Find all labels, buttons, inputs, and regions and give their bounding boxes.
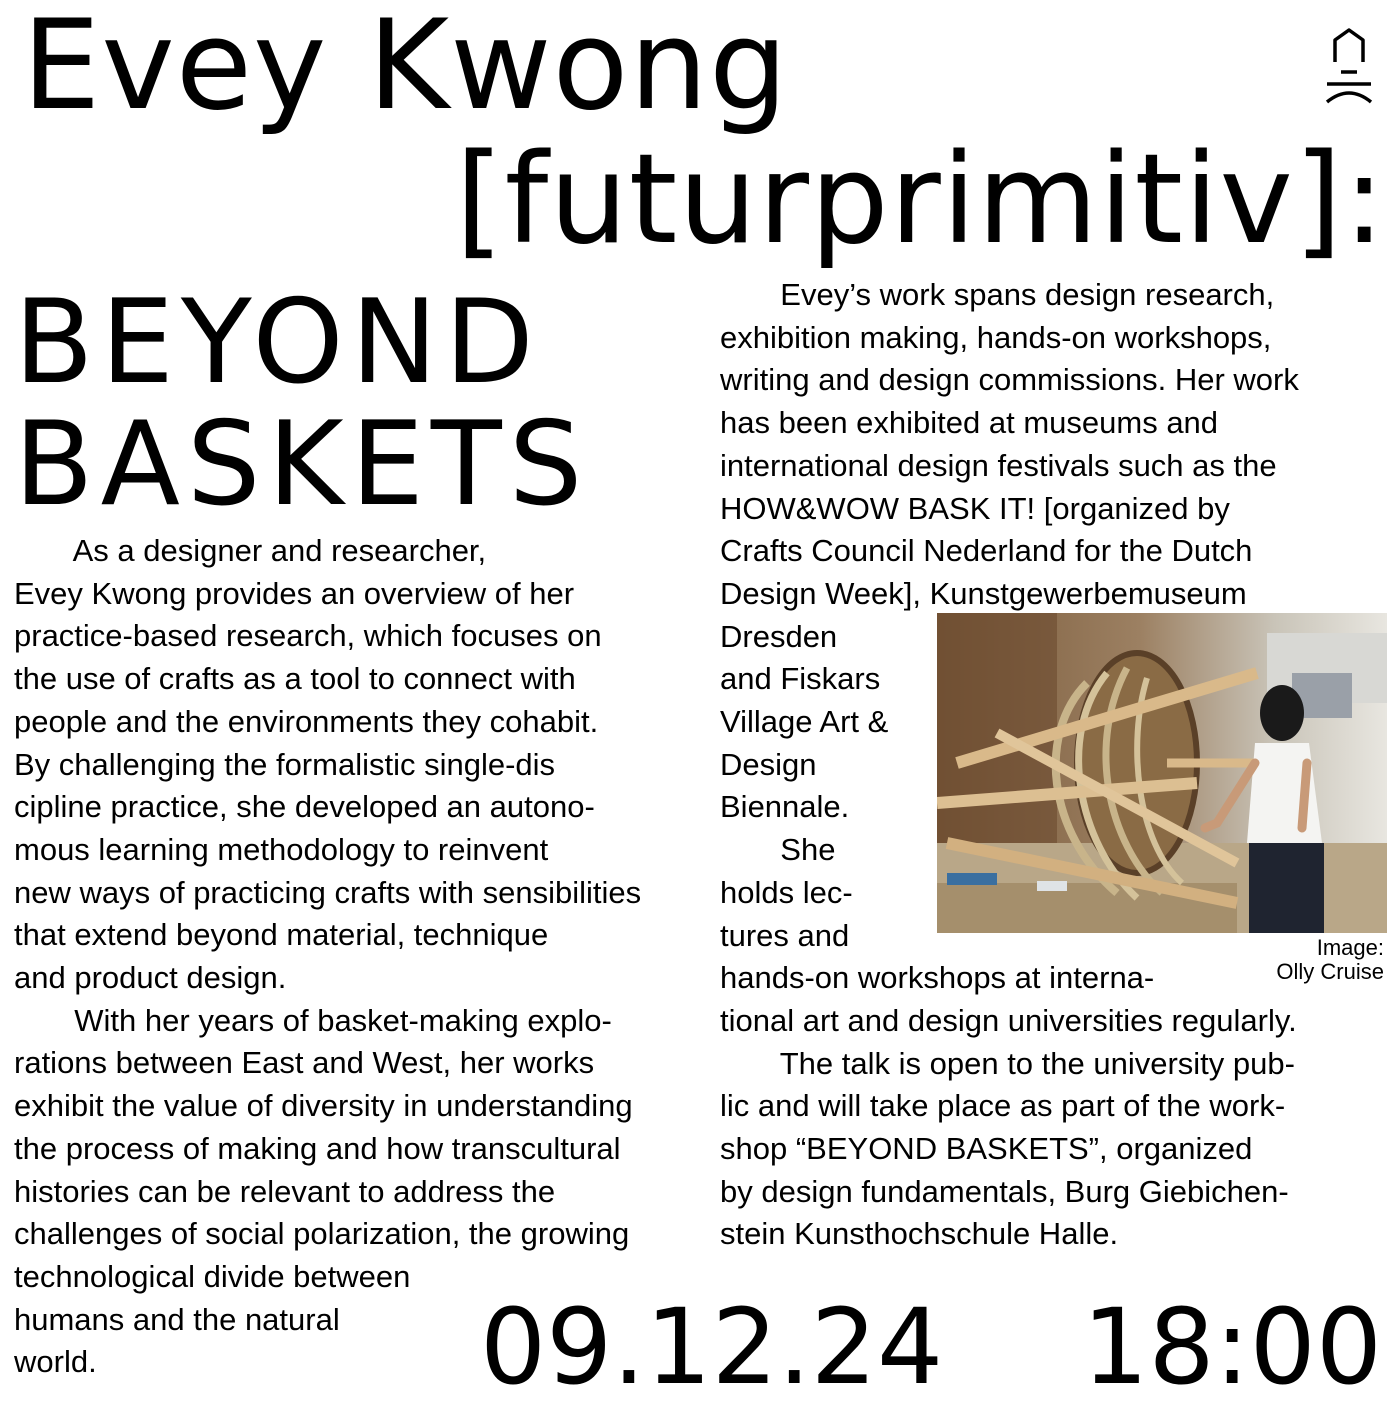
right-line: Dresden: [720, 618, 838, 654]
title-line-1: Evey Kwong: [22, 0, 789, 138]
tower-bridge-icon: [1323, 26, 1375, 106]
right-line: has been exhibited at museums and: [720, 405, 1219, 441]
workshop-photo: [937, 613, 1387, 933]
right-line: HOW&WOW BASK IT! [organized by: [720, 490, 1230, 526]
left-line: Evey Kwong provides an overview of her: [14, 575, 575, 611]
title-line-2: [futurprimitiv]:: [455, 128, 1386, 272]
right-line: She: [720, 832, 836, 868]
right-line: stein Kunsthochschule Halle.: [720, 1216, 1119, 1252]
right-line: Evey’s work spans design research,: [720, 277, 1275, 312]
left-line: people and the environments they cohabit.: [14, 703, 599, 739]
left-line: rations between East and West, her works: [14, 1045, 595, 1081]
right-line: Design Week], Kunstgewerbemuseum: [720, 575, 1247, 611]
right-line: hands-on workshops at interna-: [720, 960, 1155, 996]
right-line: tures and: [720, 917, 850, 953]
photo-credit: [1276, 936, 1384, 984]
left-line: and product design.: [14, 960, 287, 996]
event-date: 09.12.24: [480, 1286, 944, 1408]
right-line: Biennale.: [720, 789, 850, 825]
subtitle-line-1: BEYOND: [14, 275, 541, 410]
left-line: world.: [14, 1344, 97, 1380]
left-line: As a designer and researcher,: [14, 533, 487, 568]
right-line: tional art and design universities regularly.: [720, 1002, 1297, 1038]
left-line: histories can be relevant to address the: [14, 1173, 556, 1209]
right-line: by design fundamentals, Burg Giebichen-: [720, 1173, 1289, 1209]
left-line: practice-based research, which focuses on: [14, 618, 602, 654]
left-line: With her years of basket-making explo-: [14, 1002, 612, 1038]
subtitle-line-2: BASKETS: [14, 397, 590, 532]
right-line: and Fiskars: [720, 661, 881, 697]
left-line: the use of crafts as a tool to connect with: [14, 661, 576, 697]
left-line: that extend beyond material, technique: [14, 917, 549, 953]
right-line: writing and design commissions. Her work: [720, 362, 1299, 398]
left-line: cipline practice, she developed an autono-: [14, 789, 595, 825]
left-line: challenges of social polarization, the growing: [14, 1216, 630, 1252]
left-line: humans and the natural: [14, 1301, 340, 1337]
left-line: By challenging the formalistic single-dis: [14, 746, 556, 782]
credit-line-1: Image:: [1316, 935, 1384, 960]
left-line: exhibit the value of diversity in understanding: [14, 1088, 633, 1124]
right-line: Village Art &: [720, 704, 889, 740]
credit-line-2: Olly Cruise: [1276, 959, 1384, 984]
right-line: international design festivals such as the: [720, 447, 1277, 483]
right-line: holds lec-: [720, 874, 853, 910]
right-line: shop “BEYOND BASKETS”, organized: [720, 1131, 1253, 1167]
left-line: technological divide between: [14, 1258, 411, 1294]
right-line: The talk is open to the university pub-: [720, 1045, 1295, 1081]
right-line: Design: [720, 746, 817, 782]
right-line: exhibition making, hands-on workshops,: [720, 319, 1272, 355]
event-time: 18:00: [1082, 1286, 1382, 1408]
left-line: new ways of practicing crafts with sensibilities: [14, 874, 642, 910]
right-line: Crafts Council Nederland for the Dutch: [720, 533, 1253, 569]
subtitle: [14, 275, 590, 532]
left-line: the process of making and how transcultural: [14, 1130, 621, 1166]
right-line: lic and will take place as part of the work-: [720, 1088, 1286, 1124]
left-line: mous learning methodology to reinvent: [14, 831, 549, 867]
left-text-column: [14, 530, 704, 1384]
